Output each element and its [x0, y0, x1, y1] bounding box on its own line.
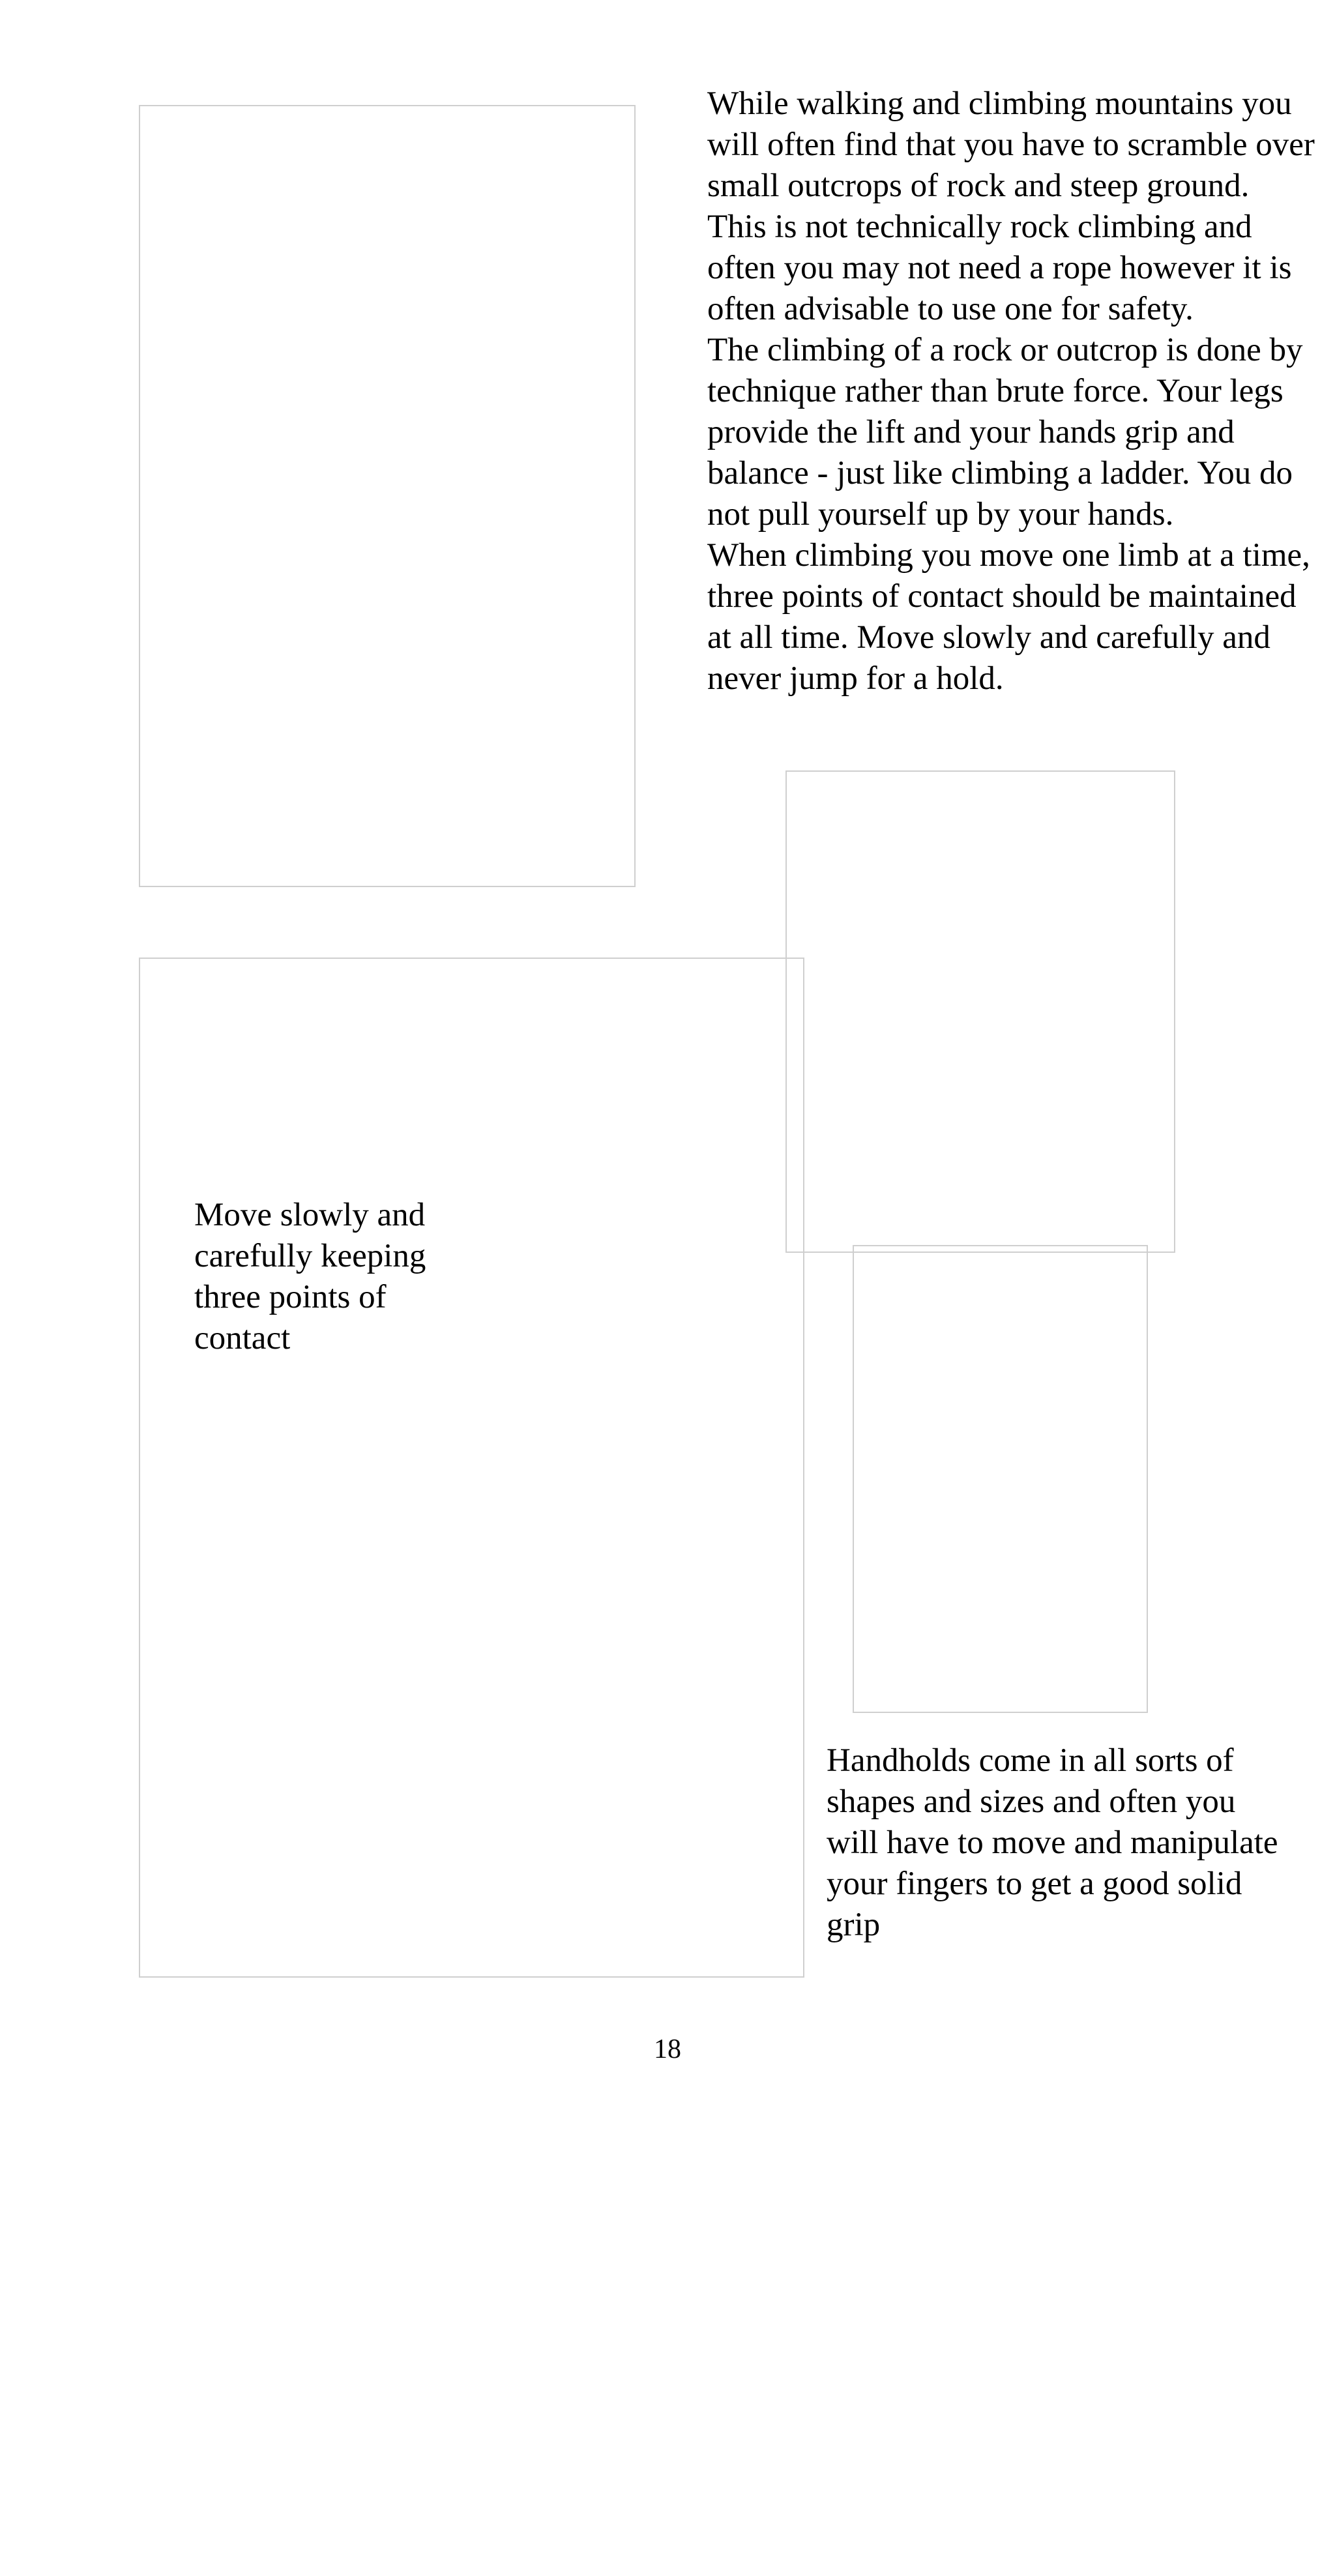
caption-three-points: Move slowly and carefully keeping three points of contact — [194, 1197, 426, 1356]
intro-paragraph: While walking and climbing mountains you will often find that you have to scramble over small outcrops of rock and steep ground. — [707, 85, 1315, 204]
intro-paragraph: The climbing of a rock or outcrop is done by technique rather than brute force. Your legs provide the lift and your hands grip and balance - just like climbing a ladder. You do not pull yourself up by your hands. — [707, 332, 1303, 533]
image-placeholder-top-left — [139, 105, 636, 887]
image-placeholder-large — [139, 958, 804, 1978]
image-placeholder-middle-right — [785, 770, 1175, 1253]
page-number: 18 — [654, 2034, 681, 2064]
image-placeholder-small-right — [853, 1245, 1148, 1713]
intro-paragraph: When climbing you move one limb at a time, three points of contact should be maintained at all time. Move slowly and carefully and never jump for a hold. — [707, 537, 1310, 697]
caption-handholds: Handholds come in all sorts of shapes and sizes and often you will have to move and manipulate your fingers to get a good solid grip — [827, 1742, 1278, 1943]
intro-text-block — [707, 83, 1317, 699]
intro-paragraph: This is not technically rock climbing and often you may not need a rope however it is often advisable to use one for safety. — [707, 209, 1292, 327]
